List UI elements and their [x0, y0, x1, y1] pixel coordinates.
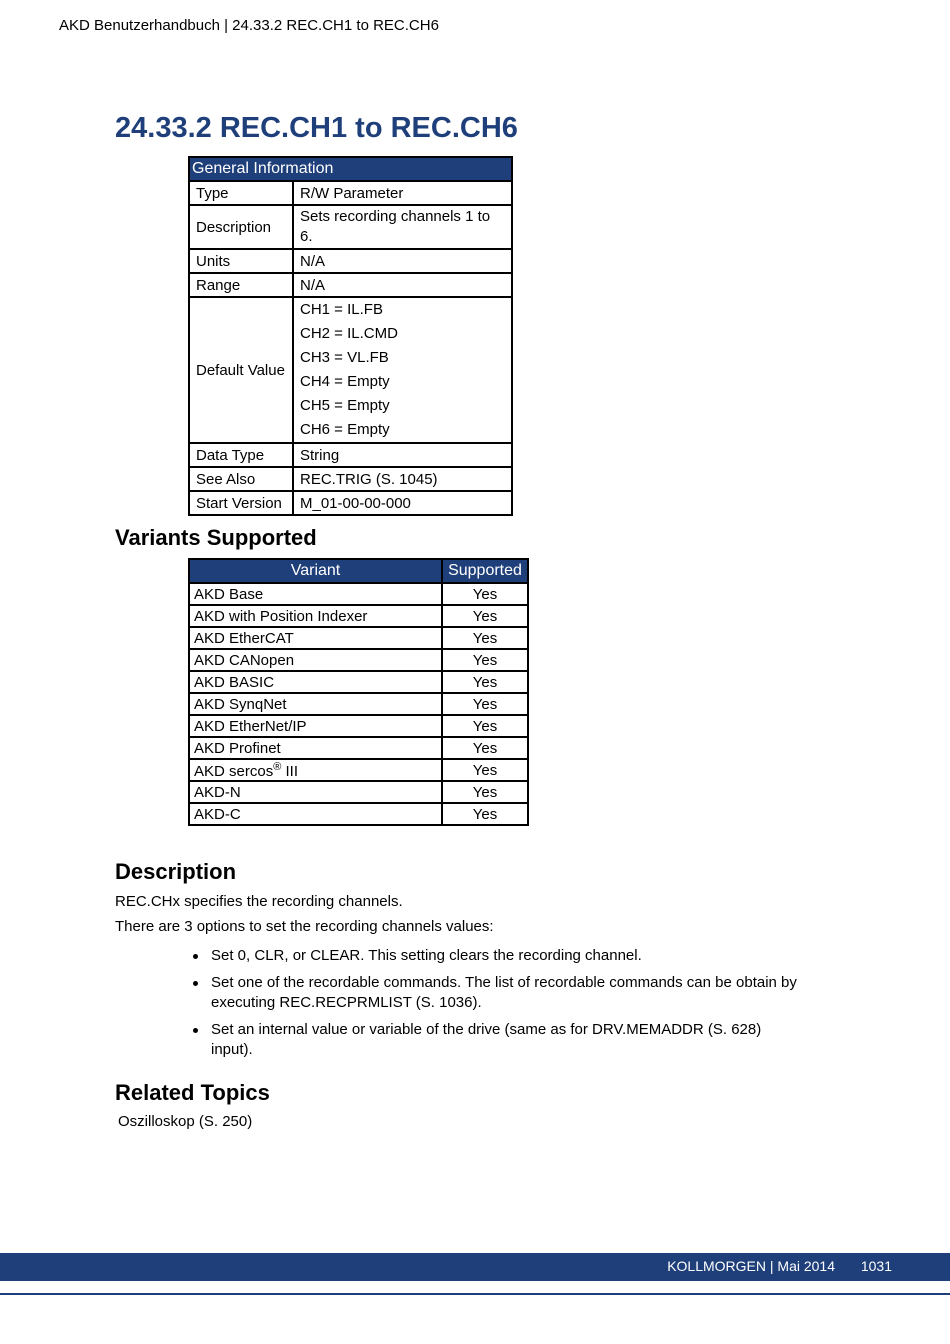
variant-name: AKD sercos	[194, 762, 274, 780]
supported-column-header: Supported	[442, 559, 528, 583]
general-information-table	[188, 156, 513, 516]
default-value-ch4: CH4 = Empty	[300, 373, 390, 390]
description-label: Description	[189, 205, 293, 249]
variant-cell: AKD Profinet	[189, 737, 442, 759]
type-value: R/W Parameter	[293, 181, 512, 205]
table-row	[189, 715, 528, 737]
default-value-ch1: CH1 = IL.FB	[300, 301, 383, 318]
variant-cell: AKD-N	[189, 781, 442, 803]
range-label: Range	[189, 273, 293, 297]
start-version-label: Start Version	[189, 491, 293, 515]
default-value-ch5: CH5 = Empty	[300, 397, 390, 414]
list-item: Set one of the recordable commands. The list of recordable commands can be obtain by executing REC.RECPRMLIST (S. 1036).	[190, 973, 800, 1013]
see-also-link[interactable]: REC.TRIG (S. 1045)	[293, 467, 512, 491]
variants-table	[188, 558, 529, 826]
table-row	[189, 803, 528, 825]
see-also-label: See Also	[189, 467, 293, 491]
default-value-list	[293, 297, 512, 443]
variant-cell: AKD with Position Indexer	[189, 605, 442, 627]
description-paragraph-1: REC.CHx specifies the recording channels.	[115, 893, 403, 910]
page-title: 24.33.2 REC.CH1 to REC.CH6	[115, 112, 518, 144]
description-paragraph-2: There are 3 options to set the recording channels values:	[115, 918, 494, 935]
table-row	[189, 671, 528, 693]
description-heading: Description	[115, 859, 237, 884]
data-type-label: Data Type	[189, 443, 293, 467]
variant-cell: AKD BASIC	[189, 671, 442, 693]
footer-bar	[0, 1253, 950, 1281]
units-value: N/A	[293, 249, 512, 273]
list-item: Set an internal value or variable of the drive (same as for DRV.MEMADDR (S. 628) input).	[190, 1020, 800, 1060]
default-value-ch3: CH3 = VL.FB	[300, 349, 389, 366]
table-row	[189, 605, 528, 627]
variant-cell: AKD SynqNet	[189, 693, 442, 715]
default-value-ch6: CH6 = Empty	[300, 421, 390, 438]
variant-suffix: III	[281, 762, 298, 780]
table-row	[189, 737, 528, 759]
data-type-value: String	[293, 443, 512, 467]
supported-cell: Yes	[442, 781, 528, 803]
supported-cell: Yes	[442, 803, 528, 825]
variant-cell: AKD Base	[189, 583, 442, 605]
supported-cell: Yes	[442, 649, 528, 671]
description-value: Sets recording channels 1 to 6.	[293, 205, 512, 249]
footer-brand: KOLLMORGEN | Mai 2014	[667, 1258, 835, 1274]
table-row	[189, 781, 528, 803]
supported-cell: Yes	[442, 605, 528, 627]
supported-cell: Yes	[442, 627, 528, 649]
variant-cell: AKD CANopen	[189, 649, 442, 671]
start-version-value: M_01-00-00-000	[293, 491, 512, 515]
table-row	[189, 627, 528, 649]
type-label: Type	[189, 181, 293, 205]
default-value-ch2: CH2 = IL.CMD	[300, 325, 398, 342]
footer-divider	[0, 1293, 950, 1295]
variant-cell: AKD EtherNet/IP	[189, 715, 442, 737]
related-topics-heading: Related Topics	[115, 1080, 270, 1105]
table-row	[189, 583, 528, 605]
range-value: N/A	[293, 273, 512, 297]
table-row	[189, 759, 528, 781]
variants-heading: Variants Supported	[115, 525, 317, 550]
registered-mark: ®	[273, 760, 282, 773]
page-number: 1031	[860, 1258, 892, 1274]
units-label: Units	[189, 249, 293, 273]
supported-cell: Yes	[442, 759, 528, 781]
related-topic-link[interactable]: Oszilloskop (S. 250)	[118, 1113, 253, 1130]
variant-cell: AKD EtherCAT	[189, 627, 442, 649]
supported-cell: Yes	[442, 671, 528, 693]
supported-cell: Yes	[442, 737, 528, 759]
general-information-heading: General Information	[189, 157, 512, 181]
supported-cell: Yes	[442, 715, 528, 737]
list-item: Set 0, CLR, or CLEAR. This setting clears the recording channel.	[190, 946, 800, 966]
supported-cell: Yes	[442, 693, 528, 715]
default-value-label: Default Value	[189, 297, 293, 443]
supported-cell: Yes	[442, 583, 528, 605]
variant-cell	[189, 759, 442, 781]
table-row	[189, 693, 528, 715]
variant-cell: AKD-C	[189, 803, 442, 825]
running-head: AKD Benutzerhandbuch | 24.33.2 REC.CH1 to REC.CH6	[59, 17, 439, 34]
variant-column-header: Variant	[189, 559, 442, 583]
options-list	[190, 946, 800, 1067]
table-row	[189, 649, 528, 671]
